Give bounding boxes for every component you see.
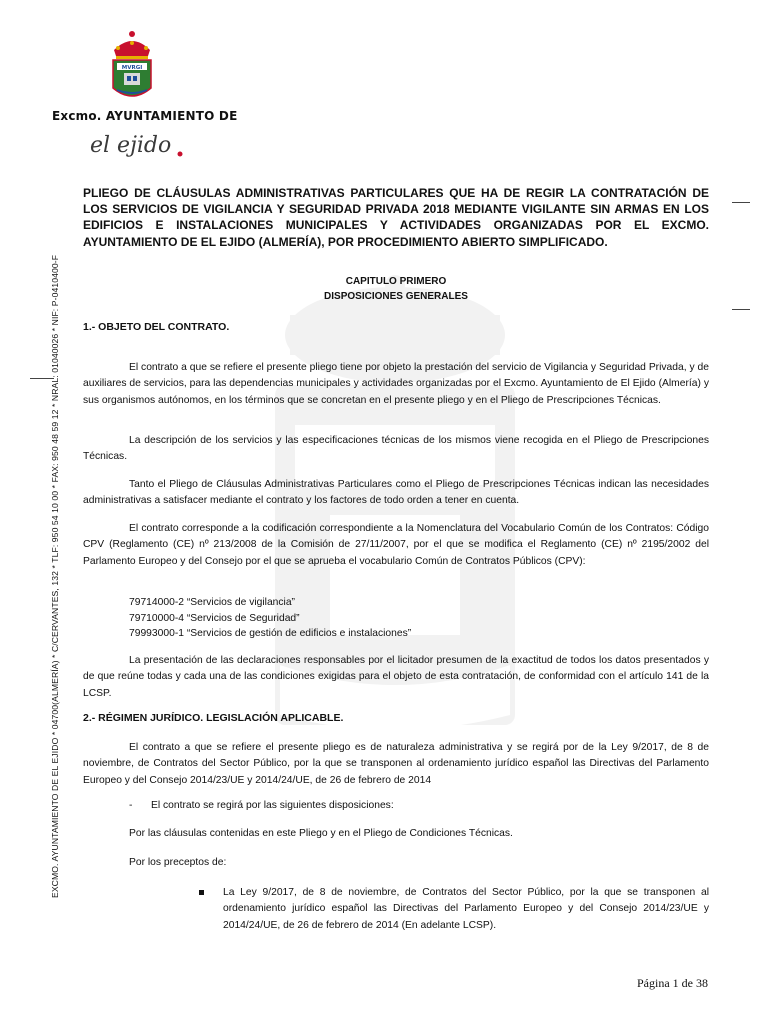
organization-name: Excmo. AYUNTAMIENTO DE [52,109,238,123]
dash-list-item: - El contrato se regirá por las siguientes disposiciones: [129,800,394,811]
chapter-title: CAPITULO PRIMERO [345,276,447,287]
cpv-code-list [129,595,411,642]
document-title: PLIEGO DE CLÁUSULAS ADMINISTRATIVAS PARTICULARES QUE HA DE REGIR LA CONTRATACIÓN DE LOS SERVICIOS DE VIGILANCIA Y SEGURIDAD PRIVADA 2018 MEDIANTE VIGILANTE SIN ARMAS EN LOS EDIFICIOS E INSTALACIONES MUNICIPALES Y ACTIVIDADES ORGANIZADAS POR EL EXCMO. AYUNTAMIENTO DE EL EJIDO (ALMERÍA), POR PROCEDIMIENTO ABIERTO SIMPLIFICADO. [83,186,709,249]
chapter-subtitle: DISPOSICIONES GENERALES [324,291,468,302]
section-1-paragraph: La descripción de los servicios y las especificaciones técnicas de los mismos viene recogida en el Pliego de Prescripciones Técnicas. [83,435,709,463]
page-number: Página 1 de 38 [637,976,708,990]
dash-marker: - [129,800,133,811]
square-bullet-icon [199,890,204,895]
cpv-code: 79993000-1 “Servicios de gestión de edificios e instalaciones” [129,628,412,639]
crest-banner-text: MVRGI [121,65,143,71]
section-2-heading: 2.- RÉGIMEN JURÍDICO. LEGISLACIÓN APLICABLE. [83,712,344,724]
section-2-paragraph: El contrato a que se refiere el presente pliego es de naturaleza administrativa y se regirá por de la Ley 9/2017, de 8 de noviembre, de Contratos del Sector Público, por la que se transponen al ordenamiento jurídico español las Directivas del Parlamento Europeo y del Consejo 2014/23/UE y 2014/24/UE, de 26 de febrero de 2014 [83,742,709,786]
cpv-code: 79710000-4 “Servicios de Seguridad” [129,612,300,624]
el-ejido-logo [88,128,188,160]
section-2-line: Por los preceptos de: [129,857,227,868]
cpv-code: 79714000-2 “Servicios de vigilancia” [129,597,295,608]
municipal-crest-icon [108,30,156,104]
section-1-paragraph: El contrato corresponde a la codificación correspondiente a la Nomenclatura del Vocabulario Común de los Contratos: Código CPV (Reglamento (CE) nº 213/2008 de la Comisión de 27/11/2007, por el que se modifica el Reglamento (CE) nº 2195/2002 del Parlamento Europeo y del Consejo por el que se aprueba el vocabulario Común de Contratos Públicos (CPV): [83,523,709,567]
right-margin-mark [732,202,750,203]
section-1-heading: 1.- OBJETO DEL CONTRATO. [83,321,230,333]
bullet-list-item: La Ley 9/2017, de 8 de noviembre, de Contratos del Sector Público, por la que se transponen al ordenamiento jurídico español las Directivas del Parlamento Europeo y del Consejo 2014/23/UE y 2014/24/UE, de 26 de febrero de 2014 (En adelante LCSP). [199,885,709,934]
section-2-line: Por las cláusulas contenidas en este Pliego y en el Pliego de Condiciones Técnicas. [129,828,513,839]
section-1-paragraph: El contrato a que se refiere el presente pliego tiene por objeto la prestación del servicio de Vigilancia y Seguridad Privada, y de auxiliares de servicios, para las dependencias municipales y actividades organizadas por el Excmo. Ayuntamiento de El Ejido (Almería) y sus organismos autónomos, en los términos que se concretan en el presente pliego y en el Pliego de Prescripciones Técnicas. [83,362,709,406]
section-1-paragraph: La presentación de las declaraciones responsables por el licitador presumen de la exactitud de todos los datos presentados y de que reúne todas y cada una de las condiciones exigidas para el objeto de esta contratación, de conformidad con el artículo 141 de la LCSP. [83,655,709,699]
logo-script-text: el ejido [90,133,172,158]
right-margin-mark [732,309,750,310]
section-1-paragraph: Tanto el Pliego de Cláusulas Administrativas Particulares como el Pliego de Prescripciones Técnicas indican las necesidades administrativas a satisfacer mediante el contrato y los factores de todo orden a tener en cuenta. [83,479,709,507]
side-address-text: EXCMO. AYUNTAMIENTO DE EL EJIDO * 04700(ALMERÍA) * C/CERVANTES, 132 * TLF: 950 54 10 00 * FAX: 950 48 59 12 * NRAL: 01040026 * NIF: P-0410400-F [50,254,60,898]
